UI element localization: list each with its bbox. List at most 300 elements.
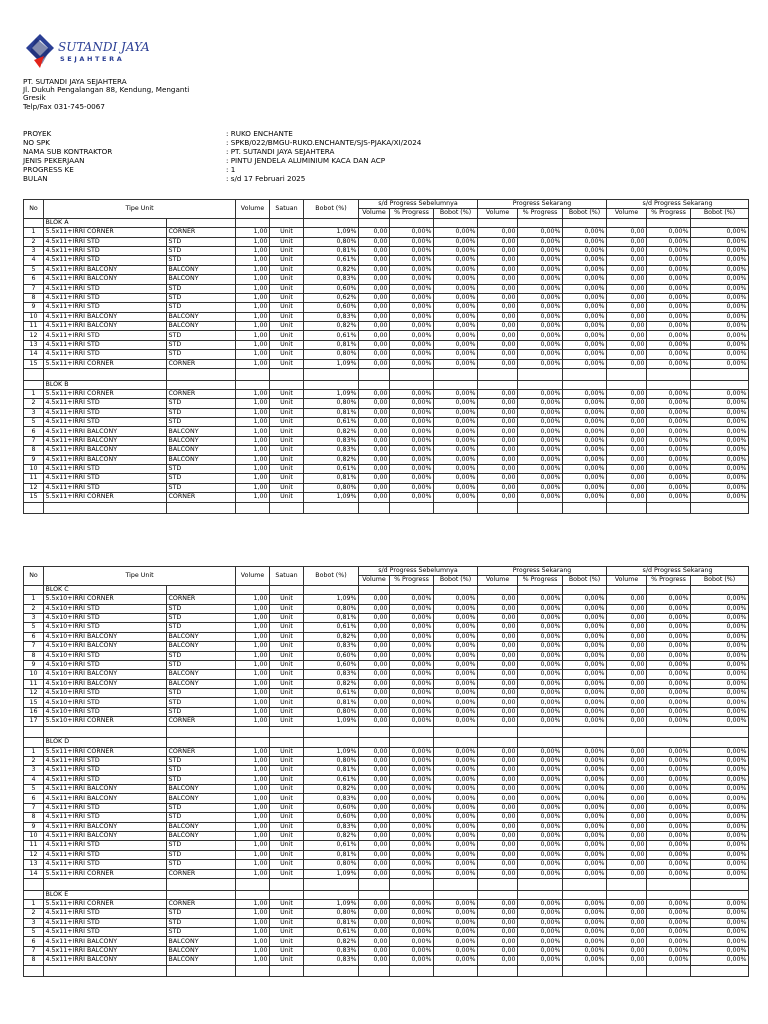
table-row: [24, 775, 749, 784]
row-progress-percent: 0,00%: [390, 670, 434, 679]
meta-value: : 1: [226, 164, 236, 174]
row-progress-volume: 0,00: [478, 717, 518, 726]
table-row: [24, 642, 749, 651]
row-progress-volume: 0,00: [359, 651, 390, 660]
row-progress-volume: 0,00: [478, 785, 518, 794]
empty-cell: [390, 738, 434, 747]
row-category: BALCONY: [167, 679, 236, 688]
table-row: [24, 841, 749, 850]
empty-cell: [359, 738, 390, 747]
row-progress-percent: 0,00%: [390, 822, 434, 831]
row-progress-percent: 0,00%: [647, 956, 691, 965]
row-number: 7: [24, 946, 44, 955]
empty-cell: [304, 218, 359, 227]
row-progress-volume: 0,00: [359, 679, 390, 688]
row-category: BALCONY: [167, 642, 236, 651]
empty-cell: [691, 585, 749, 594]
row-progress-volume: 0,00: [359, 359, 390, 368]
row-category: BALCONY: [167, 265, 236, 274]
row-progress-percent: 0,00%: [647, 228, 691, 237]
row-satuan: Unit: [270, 928, 304, 937]
col-no: No: [24, 567, 44, 586]
row-category: CORNER: [167, 389, 236, 398]
row-unit-type: 4.5x11+IRRI BALCONY: [44, 956, 167, 965]
row-volume: 1,00: [236, 483, 270, 492]
row-progress-bobot: 0,00%: [434, 909, 478, 918]
row-volume: 1,00: [236, 604, 270, 613]
row-progress-volume: 0,00: [478, 813, 518, 822]
row-progress-bobot: 0,00%: [434, 427, 478, 436]
row-progress-volume: 0,00: [359, 340, 390, 349]
row-volume: 1,00: [236, 813, 270, 822]
row-progress-percent: 0,00%: [390, 642, 434, 651]
row-category: STD: [167, 483, 236, 492]
row-progress-percent: 0,00%: [647, 756, 691, 765]
row-progress-volume: 0,00: [607, 937, 647, 946]
col-bobot: Bobot (%): [304, 567, 359, 586]
empty-cell: [647, 502, 691, 514]
row-progress-volume: 0,00: [478, 303, 518, 312]
row-unit-type: 4.5x11+IRRI STD: [44, 350, 167, 359]
row-progress-percent: 0,00%: [647, 717, 691, 726]
row-number: 13: [24, 340, 44, 349]
company-address: Jl. Dukuh Pengalangan 88, Kendung, Menganti: [23, 85, 190, 95]
row-progress-percent: 0,00%: [390, 956, 434, 965]
empty-cell: [607, 879, 647, 891]
row-progress-volume: 0,00: [607, 717, 647, 726]
empty-cell: [607, 890, 647, 899]
row-progress-bobot: 0,00%: [563, 946, 607, 955]
row-unit-type: 4.5x11+IRRI STD: [44, 246, 167, 255]
row-progress-bobot: 0,00%: [563, 803, 607, 812]
row-progress-percent: 0,00%: [518, 418, 563, 427]
row-progress-bobot: 0,00%: [563, 813, 607, 822]
row-number: 14: [24, 350, 44, 359]
row-progress-percent: 0,00%: [647, 418, 691, 427]
empty-cell: [24, 726, 44, 738]
row-progress-percent: 0,00%: [518, 436, 563, 445]
row-progress-volume: 0,00: [607, 813, 647, 822]
row-number: 11: [24, 474, 44, 483]
row-number: 12: [24, 689, 44, 698]
row-progress-volume: 0,00: [359, 642, 390, 651]
row-progress-volume: 0,00: [478, 928, 518, 937]
row-progress-bobot: 0,00%: [691, 613, 749, 622]
row-volume: 1,00: [236, 322, 270, 331]
row-progress-percent: 0,00%: [647, 632, 691, 641]
row-progress-volume: 0,00: [607, 256, 647, 265]
row-number: 10: [24, 832, 44, 841]
row-volume: 1,00: [236, 613, 270, 622]
row-progress-bobot: 0,00%: [434, 455, 478, 464]
row-progress-volume: 0,00: [478, 909, 518, 918]
row-progress-percent: 0,00%: [390, 408, 434, 417]
row-progress-volume: 0,00: [478, 850, 518, 859]
row-progress-percent: 0,00%: [518, 670, 563, 679]
row-progress-bobot: 0,00%: [691, 850, 749, 859]
row-volume: 1,00: [236, 284, 270, 293]
row-progress-volume: 0,00: [359, 237, 390, 246]
row-progress-percent: 0,00%: [518, 841, 563, 850]
row-number: 5: [24, 623, 44, 632]
row-progress-bobot: 0,00%: [434, 642, 478, 651]
row-progress-volume: 0,00: [359, 794, 390, 803]
row-progress-volume: 0,00: [478, 389, 518, 398]
row-progress-volume: 0,00: [478, 265, 518, 274]
empty-cell: [647, 380, 691, 389]
empty-cell: [390, 585, 434, 594]
col-subheader: Volume: [359, 209, 390, 218]
row-progress-bobot: 0,00%: [691, 418, 749, 427]
row-bobot: 0,61%: [304, 775, 359, 784]
row-satuan: Unit: [270, 427, 304, 436]
row-progress-bobot: 0,00%: [563, 322, 607, 331]
row-satuan: Unit: [270, 860, 304, 869]
empty-cell: [270, 218, 304, 227]
row-progress-percent: 0,00%: [647, 841, 691, 850]
row-progress-percent: 0,00%: [647, 275, 691, 284]
row-progress-bobot: 0,00%: [691, 436, 749, 445]
row-volume: 1,00: [236, 860, 270, 869]
empty-cell: [359, 879, 390, 891]
row-progress-percent: 0,00%: [390, 256, 434, 265]
row-progress-volume: 0,00: [607, 956, 647, 965]
row-unit-type: 4.5x11+IRRI STD: [44, 256, 167, 265]
row-progress-bobot: 0,00%: [563, 408, 607, 417]
empty-cell: [607, 726, 647, 738]
empty-cell: [390, 879, 434, 891]
col-subheader: Volume: [478, 576, 518, 585]
table-row: [24, 256, 749, 265]
row-progress-bobot: 0,00%: [691, 756, 749, 765]
row-progress-percent: 0,00%: [518, 707, 563, 716]
row-progress-percent: 0,00%: [518, 946, 563, 955]
row-bobot: 0,83%: [304, 312, 359, 321]
row-progress-bobot: 0,00%: [691, 632, 749, 641]
row-progress-bobot: 0,00%: [691, 766, 749, 775]
row-progress-percent: 0,00%: [518, 237, 563, 246]
row-progress-bobot: 0,00%: [691, 918, 749, 927]
row-progress-percent: 0,00%: [518, 228, 563, 237]
row-progress-percent: 0,00%: [647, 604, 691, 613]
row-unit-type: 5.5x11+IRRI CORNER: [44, 228, 167, 237]
row-progress-bobot: 0,00%: [434, 707, 478, 716]
row-unit-type: 4.5x10+IRRI STD: [44, 623, 167, 632]
row-progress-percent: 0,00%: [390, 293, 434, 302]
row-progress-volume: 0,00: [607, 756, 647, 765]
row-progress-volume: 0,00: [359, 869, 390, 878]
row-progress-volume: 0,00: [478, 399, 518, 408]
row-progress-percent: 0,00%: [647, 595, 691, 604]
empty-cell: [607, 738, 647, 747]
row-progress-volume: 0,00: [607, 794, 647, 803]
row-satuan: Unit: [270, 623, 304, 632]
col-subheader: % Progress: [390, 576, 434, 585]
row-progress-volume: 0,00: [359, 670, 390, 679]
row-progress-volume: 0,00: [607, 860, 647, 869]
row-progress-percent: 0,00%: [647, 869, 691, 878]
row-category: STD: [167, 698, 236, 707]
row-bobot: 0,82%: [304, 632, 359, 641]
row-progress-bobot: 0,00%: [563, 956, 607, 965]
row-volume: 1,00: [236, 698, 270, 707]
row-progress-bobot: 0,00%: [691, 256, 749, 265]
row-progress-percent: 0,00%: [518, 350, 563, 359]
table-row: [24, 832, 749, 841]
row-progress-volume: 0,00: [359, 284, 390, 293]
row-satuan: Unit: [270, 284, 304, 293]
empty-cell: [167, 502, 236, 514]
row-progress-bobot: 0,00%: [563, 698, 607, 707]
table-row: [24, 293, 749, 302]
row-progress-bobot: 0,00%: [691, 785, 749, 794]
row-progress-bobot: 0,00%: [691, 841, 749, 850]
row-volume: 1,00: [236, 312, 270, 321]
empty-cell: [647, 726, 691, 738]
row-progress-percent: 0,00%: [647, 265, 691, 274]
svg-text:SEJAHTERA: SEJAHTERA: [60, 55, 125, 63]
empty-cell: [434, 369, 478, 381]
row-progress-volume: 0,00: [478, 595, 518, 604]
row-progress-bobot: 0,00%: [691, 623, 749, 632]
row-progress-bobot: 0,00%: [434, 670, 478, 679]
row-unit-type: 4.5x11+IRRI STD: [44, 293, 167, 302]
empty-cell: [434, 502, 478, 514]
row-progress-percent: 0,00%: [390, 850, 434, 859]
row-bobot: 0,62%: [304, 293, 359, 302]
row-progress-bobot: 0,00%: [434, 717, 478, 726]
row-bobot: 0,61%: [304, 256, 359, 265]
empty-cell: [270, 879, 304, 891]
row-bobot: 0,82%: [304, 322, 359, 331]
row-progress-percent: 0,00%: [390, 436, 434, 445]
col-tipe-unit: Tipe Unit: [44, 200, 236, 219]
row-progress-bobot: 0,00%: [563, 474, 607, 483]
row-progress-volume: 0,00: [359, 322, 390, 331]
row-progress-percent: 0,00%: [647, 436, 691, 445]
table-row: [24, 474, 749, 483]
row-number: 5: [24, 928, 44, 937]
row-progress-volume: 0,00: [359, 717, 390, 726]
row-progress-percent: 0,00%: [518, 794, 563, 803]
row-bobot: 0,82%: [304, 832, 359, 841]
row-progress-percent: 0,00%: [647, 340, 691, 349]
empty-cell: [478, 890, 518, 899]
row-bobot: 0,81%: [304, 698, 359, 707]
row-volume: 1,00: [236, 775, 270, 784]
row-unit-type: 4.5x11+IRRI BALCONY: [44, 794, 167, 803]
row-progress-volume: 0,00: [607, 275, 647, 284]
row-progress-bobot: 0,00%: [691, 389, 749, 398]
row-unit-type: 4.5x11+IRRI BALCONY: [44, 822, 167, 831]
row-category: STD: [167, 756, 236, 765]
row-progress-percent: 0,00%: [390, 613, 434, 622]
row-volume: 1,00: [236, 228, 270, 237]
company-city: Gresik: [23, 93, 46, 103]
row-progress-bobot: 0,00%: [691, 340, 749, 349]
row-progress-bobot: 0,00%: [691, 228, 749, 237]
row-progress-volume: 0,00: [478, 860, 518, 869]
row-progress-percent: 0,00%: [390, 474, 434, 483]
row-progress-bobot: 0,00%: [434, 284, 478, 293]
table-row: [24, 246, 749, 255]
row-progress-percent: 0,00%: [518, 465, 563, 474]
row-bobot: 0,80%: [304, 756, 359, 765]
row-progress-bobot: 0,00%: [563, 850, 607, 859]
row-bobot: 0,82%: [304, 679, 359, 688]
empty-cell: [691, 380, 749, 389]
col-subheader: Volume: [607, 576, 647, 585]
row-volume: 1,00: [236, 623, 270, 632]
row-progress-percent: 0,00%: [390, 303, 434, 312]
row-progress-volume: 0,00: [607, 660, 647, 669]
empty-cell: [304, 369, 359, 381]
row-category: CORNER: [167, 747, 236, 756]
block-title: BLOK C: [44, 585, 167, 594]
empty-cell: [647, 738, 691, 747]
row-progress-percent: 0,00%: [390, 623, 434, 632]
row-progress-percent: 0,00%: [647, 427, 691, 436]
row-progress-volume: 0,00: [478, 293, 518, 302]
empty-cell: [24, 879, 44, 891]
row-number: 8: [24, 293, 44, 302]
row-progress-volume: 0,00: [607, 613, 647, 622]
meta-row: [23, 175, 421, 184]
row-progress-bobot: 0,00%: [434, 474, 478, 483]
row-bobot: 1,09%: [304, 869, 359, 878]
row-progress-percent: 0,00%: [390, 841, 434, 850]
row-bobot: 0,81%: [304, 918, 359, 927]
row-satuan: Unit: [270, 303, 304, 312]
row-progress-bobot: 0,00%: [563, 340, 607, 349]
row-progress-volume: 0,00: [478, 322, 518, 331]
spacer-row: [24, 965, 749, 977]
row-progress-volume: 0,00: [607, 822, 647, 831]
row-progress-volume: 0,00: [607, 850, 647, 859]
row-progress-percent: 0,00%: [390, 237, 434, 246]
row-progress-percent: 0,00%: [390, 246, 434, 255]
row-progress-volume: 0,00: [359, 756, 390, 765]
row-satuan: Unit: [270, 256, 304, 265]
row-bobot: 1,09%: [304, 389, 359, 398]
row-progress-volume: 0,00: [607, 869, 647, 878]
block-title-row: [24, 890, 749, 899]
meta-label: JENIS PEKERJAAN: [23, 155, 85, 165]
row-progress-percent: 0,00%: [390, 679, 434, 688]
row-category: STD: [167, 293, 236, 302]
row-bobot: 0,81%: [304, 340, 359, 349]
meta-label: PROYEK: [23, 129, 52, 138]
row-number: 4: [24, 256, 44, 265]
row-progress-bobot: 0,00%: [563, 707, 607, 716]
row-progress-percent: 0,00%: [647, 331, 691, 340]
row-volume: 1,00: [236, 246, 270, 255]
row-bobot: 1,09%: [304, 228, 359, 237]
block-title: BLOK E: [44, 890, 167, 899]
row-progress-percent: 0,00%: [518, 918, 563, 927]
row-number: 8: [24, 956, 44, 965]
empty-cell: [359, 965, 390, 977]
row-category: STD: [167, 465, 236, 474]
row-progress-volume: 0,00: [478, 766, 518, 775]
row-progress-percent: 0,00%: [647, 689, 691, 698]
row-progress-bobot: 0,00%: [434, 446, 478, 455]
company-info: [23, 78, 189, 111]
row-progress-percent: 0,00%: [518, 756, 563, 765]
row-progress-percent: 0,00%: [647, 918, 691, 927]
row-bobot: 0,80%: [304, 350, 359, 359]
row-progress-bobot: 0,00%: [434, 766, 478, 775]
row-progress-bobot: 0,00%: [563, 869, 607, 878]
table-row: [24, 604, 749, 613]
row-progress-bobot: 0,00%: [691, 679, 749, 688]
row-progress-bobot: 0,00%: [691, 909, 749, 918]
row-progress-volume: 0,00: [359, 928, 390, 937]
row-bobot: 0,80%: [304, 237, 359, 246]
row-progress-percent: 0,00%: [518, 813, 563, 822]
table-row: [24, 350, 749, 359]
empty-cell: [390, 502, 434, 514]
empty-cell: [390, 369, 434, 381]
row-unit-type: 4.5x10+IRRI BALCONY: [44, 632, 167, 641]
empty-cell: [518, 965, 563, 977]
row-bobot: 0,61%: [304, 841, 359, 850]
row-progress-bobot: 0,00%: [691, 946, 749, 955]
row-progress-volume: 0,00: [359, 465, 390, 474]
row-progress-volume: 0,00: [359, 937, 390, 946]
row-progress-volume: 0,00: [359, 689, 390, 698]
row-progress-volume: 0,00: [359, 408, 390, 417]
row-progress-volume: 0,00: [359, 312, 390, 321]
empty-cell: [518, 502, 563, 514]
row-satuan: Unit: [270, 794, 304, 803]
empty-cell: [478, 879, 518, 891]
row-unit-type: 4.5x11+IRRI STD: [44, 918, 167, 927]
row-progress-bobot: 0,00%: [563, 822, 607, 831]
row-category: CORNER: [167, 717, 236, 726]
row-number: 7: [24, 436, 44, 445]
empty-cell: [647, 218, 691, 227]
row-progress-bobot: 0,00%: [434, 465, 478, 474]
row-bobot: 0,83%: [304, 946, 359, 955]
table-row: [24, 613, 749, 622]
row-number: 6: [24, 794, 44, 803]
row-progress-percent: 0,00%: [390, 937, 434, 946]
row-progress-bobot: 0,00%: [434, 237, 478, 246]
row-progress-bobot: 0,00%: [563, 293, 607, 302]
row-number: 17: [24, 717, 44, 726]
row-bobot: 0,83%: [304, 436, 359, 445]
row-category: STD: [167, 399, 236, 408]
row-number: 9: [24, 455, 44, 464]
row-progress-percent: 0,00%: [390, 228, 434, 237]
empty-cell: [434, 965, 478, 977]
empty-cell: [167, 726, 236, 738]
row-progress-volume: 0,00: [359, 956, 390, 965]
row-satuan: Unit: [270, 832, 304, 841]
company-phone: Telp/Fax 031-745-0067: [23, 101, 105, 111]
empty-cell: [691, 890, 749, 899]
col-subheader: Bobot (%): [563, 209, 607, 218]
row-satuan: Unit: [270, 937, 304, 946]
row-progress-percent: 0,00%: [647, 860, 691, 869]
row-progress-volume: 0,00: [478, 256, 518, 265]
col-subheader: % Progress: [390, 209, 434, 218]
row-number: 2: [24, 909, 44, 918]
row-progress-volume: 0,00: [478, 899, 518, 908]
progress-table: [23, 566, 749, 977]
row-satuan: Unit: [270, 312, 304, 321]
